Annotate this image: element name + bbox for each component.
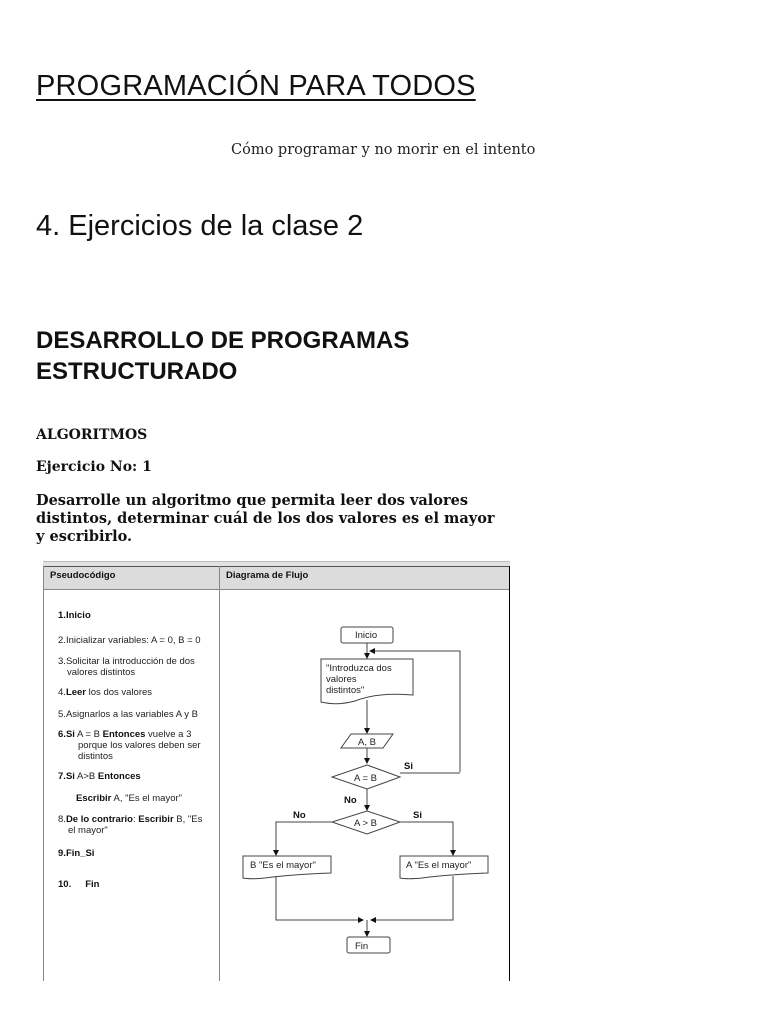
pseudo-step-9: 9.Fin_Si [58,848,95,859]
section-heading: DESARROLLO DE PROGRAMAS ESTRUCTURADO [36,327,410,385]
decision-greater-no: No [293,810,306,821]
pseudo-step-8: 8.De lo contrario: Escribir B, "Es el mayor" [58,814,203,836]
pseudo-step-3: 3.Solicitar la introducción de dos valores distintos [58,656,195,678]
flowchart-column [220,589,509,981]
prompt-line-3: distintos" [326,685,365,696]
pseudo-step-6: 6.Si A = B Entonces vuelve a 3 porque los valores deben ser distintos [58,729,201,762]
table-border-left [43,566,44,981]
decision-equal-label: A = B [354,773,377,784]
pseudo-step-7-write: Escribir A, "Es el mayor" [76,793,183,804]
pseudo-step-5: 5.Asignarlos a las variables A y B [58,709,198,720]
output-left-label: B "Es el mayor" [250,860,316,871]
pseudo-step-4: 4.Leer los dos valores [58,687,153,698]
flowchart [220,589,509,981]
decision-equal-no: No [344,795,357,806]
pseudo-step-7: 7.Si A>B Entonces [58,771,141,782]
header-pseudocode: Pseudocódigo [50,570,116,581]
problem-statement: Desarrolle un algoritmo que permita leer dos valores distintos, determinar cuál de los dos valores es el mayor y escribirlo. [36,492,495,545]
prompt-line-2: valores [326,674,357,685]
pseudo-step-1: 1.Inicio [58,610,91,621]
end-terminal [347,937,390,953]
exercise-number: Ejercicio No: 1 [36,459,152,475]
prompt-line-1: "Introduzca dos [326,663,392,674]
decision-greater-yes: Si [413,810,422,821]
output-right-label: A "Es el mayor" [406,860,472,871]
site-tagline: Cómo programar y no morir en el intento [231,142,536,158]
input-label: A, B [358,737,376,748]
header-flowchart: Diagrama de Flujo [226,570,309,581]
end-label: Fin [355,941,369,952]
decision-equal-yes: Si [404,761,413,772]
site-title[interactable]: PROGRAMACIÓN PARA TODOS [36,70,476,102]
exercise-figure [43,561,510,981]
decision-greater-label: A > B [354,818,377,829]
pseudo-step-10: 10. Fin [58,879,100,890]
pseudo-step-2: 2.Inicializar variables: A = 0, B = 0 [58,635,201,646]
table-border-right [509,566,510,981]
algoritmos-label: ALGORITMOS [36,427,148,443]
start-label: Inicio [355,630,378,641]
post-title: 4. Ejercicios de la clase 2 [36,210,364,242]
